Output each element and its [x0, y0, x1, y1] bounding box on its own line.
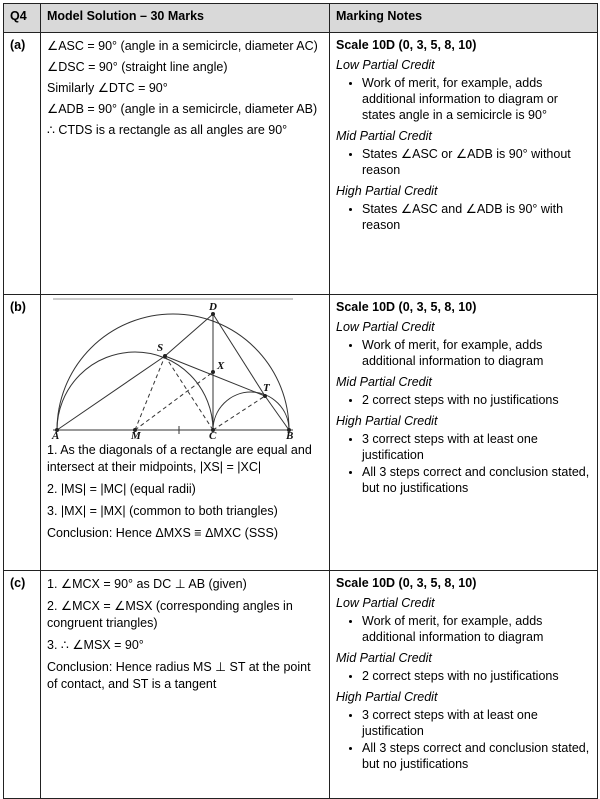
marking-scheme-table — [3, 3, 598, 799]
low-credit-list — [336, 75, 591, 123]
low-credit-title: Low Partial Credit — [336, 596, 435, 610]
row-part-a — [4, 33, 598, 295]
part-b-label: (b) — [4, 295, 41, 571]
high-credit-title: High Partial Credit — [336, 690, 438, 704]
proof-step: 2. ∠MCX = ∠MSX (corresponding angles in congruent triangles) — [47, 599, 293, 630]
proof-conclusion: Conclusion: Hence ΔMXS ≡ ΔMXC (SSS) — [47, 526, 279, 540]
label-t: T — [263, 382, 270, 394]
label-x: X — [217, 360, 225, 372]
scale-label: Scale 10D (0, 3, 5, 8, 10) — [336, 300, 477, 314]
row-part-c — [4, 571, 598, 799]
low-credit-title: Low Partial Credit — [336, 320, 435, 334]
segment-sd — [165, 314, 213, 356]
list-item: • Work of merit, for example, adds additional information to diagram — [362, 613, 591, 645]
list-item: • All 3 steps correct and conclusion stated, but no justifications — [362, 740, 591, 772]
point-s — [163, 354, 167, 358]
list-item: • 2 correct steps with no justifications — [362, 668, 591, 684]
geometry-diagram — [47, 298, 323, 440]
scale-label: Scale 10D (0, 3, 5, 8, 10) — [336, 38, 477, 52]
dashed-sc — [165, 356, 213, 430]
mid-credit-list — [336, 392, 591, 408]
point-t — [263, 394, 267, 398]
list-item: • All 3 steps correct and conclusion stated, but no justifications — [362, 464, 591, 496]
proof-step: 2. |MS| = |MC| (equal radii) — [47, 482, 196, 496]
dashed-ms — [135, 356, 165, 430]
label-c: C — [209, 430, 217, 440]
high-credit-list — [336, 707, 591, 772]
high-credit-list — [336, 201, 591, 233]
proof-step: 3. ∴ ∠MSX = 90° — [47, 638, 144, 652]
part-c-notes — [330, 571, 598, 799]
label-s: S — [157, 342, 164, 354]
list-item: • 3 correct steps with at least one justification — [362, 707, 591, 739]
point-x — [211, 370, 215, 374]
proof-step: 1. ∠MCX = 90° as DC ⊥ AB (given) — [47, 577, 247, 591]
label-m: M — [131, 430, 141, 440]
label-d: D — [209, 301, 217, 313]
list-item: • States ∠ASC or ∠ADB is 90° without reason — [362, 146, 591, 178]
low-credit-list — [336, 613, 591, 645]
semicircle-ac — [57, 352, 213, 430]
mid-credit-list — [336, 668, 591, 684]
list-item: • Work of merit, for example, adds additional information to diagram — [362, 337, 591, 369]
row-part-b — [4, 295, 598, 571]
part-a-notes — [330, 33, 598, 295]
part-b-notes — [330, 295, 598, 571]
low-credit-list — [336, 337, 591, 369]
solution-line: ∠ADB = 90° (angle in a semicircle, diameter AB) — [47, 102, 318, 116]
part-a-label: (a) — [4, 33, 41, 295]
header-solution: Model Solution – 30 Marks — [41, 4, 330, 33]
dashed-ct — [213, 396, 265, 430]
low-credit-title: Low Partial Credit — [336, 58, 435, 72]
segment-as — [57, 356, 165, 430]
mid-credit-title: Mid Partial Credit — [336, 651, 432, 665]
list-item: • States ∠ASC and ∠ADB is 90° with reason — [362, 201, 591, 233]
list-item: • 3 correct steps with at least one justification — [362, 431, 591, 463]
part-b-solution — [41, 295, 330, 571]
high-credit-list — [336, 431, 591, 496]
header-notes: Marking Notes — [330, 4, 598, 33]
high-credit-title: High Partial Credit — [336, 184, 438, 198]
part-c-label: (c) — [4, 571, 41, 799]
segment-dt — [213, 314, 265, 396]
list-item: • Work of merit, for example, adds additional information to diagram or states angle in a semicircle is 90° — [362, 75, 591, 123]
semicircle-cb — [213, 392, 289, 430]
solution-line: ∴ CTDS is a rectangle as all angles are 90° — [47, 123, 288, 137]
header-row — [4, 4, 598, 33]
proof-step: 3. |MX| = |MX| (common to both triangles) — [47, 504, 278, 518]
label-b: B — [286, 430, 294, 440]
list-item: • 2 correct steps with no justifications — [362, 392, 591, 408]
part-c-solution — [41, 571, 330, 799]
solution-line: ∠ASC = 90° (angle in a semicircle, diameter AC) — [47, 39, 318, 53]
part-a-solution — [41, 33, 330, 295]
scale-label: Scale 10D (0, 3, 5, 8, 10) — [336, 576, 477, 590]
mid-credit-title: Mid Partial Credit — [336, 129, 432, 143]
mid-credit-title: Mid Partial Credit — [336, 375, 432, 389]
large-semicircle — [57, 314, 289, 430]
solution-line: Similarly ∠DTC = 90° — [47, 81, 168, 95]
segment-st — [165, 356, 265, 396]
high-credit-title: High Partial Credit — [336, 414, 438, 428]
mid-credit-list — [336, 146, 591, 178]
header-question: Q4 — [4, 4, 41, 33]
label-a: A — [52, 430, 60, 440]
proof-step: 1. As the diagonals of a rectangle are equal and intersect at their midpoints, |XS| = |XC| — [47, 443, 312, 474]
solution-line: ∠DSC = 90° (straight line angle) — [47, 60, 228, 74]
proof-conclusion: Conclusion: Hence radius MS ⊥ ST at the point of contact, and ST is a tangent — [47, 660, 311, 691]
